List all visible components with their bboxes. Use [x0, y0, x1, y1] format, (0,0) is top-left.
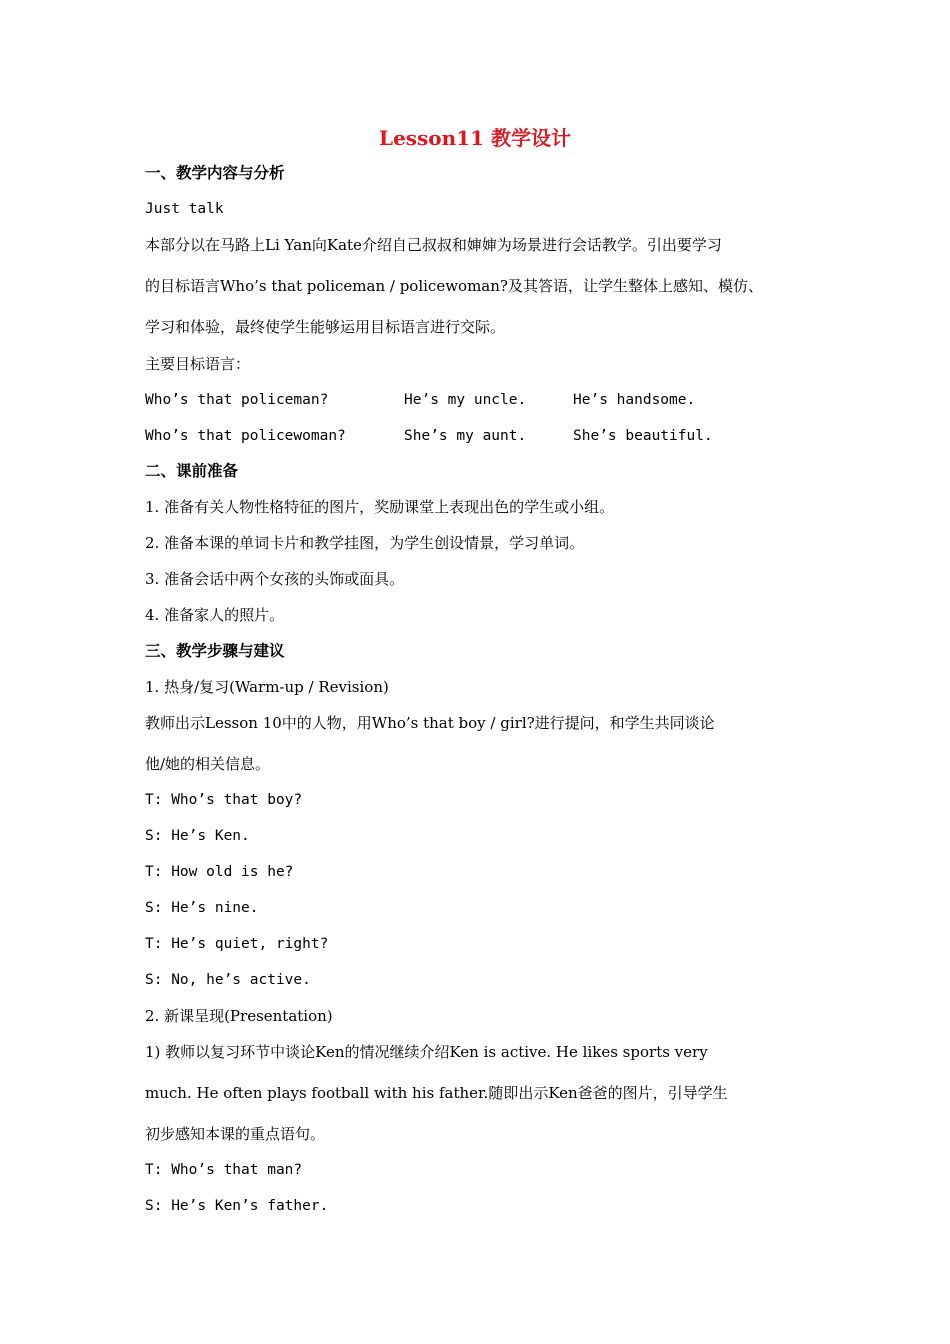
paragraph-line: 学习和体验，最终使学生能够运用目标语言进行交际。 [145, 318, 506, 336]
dialogue-line: T: How old is he? [145, 864, 294, 880]
dialogue-line: T: Who’s that man? [145, 1162, 303, 1178]
paragraph-line: much. He often plays football with his father.随即出示Ken爸爸的图片，引导学生 [145, 1084, 728, 1102]
dialogue-line: S: No, he’s active. [145, 972, 311, 988]
target-language-label: 主要目标语言： [145, 355, 251, 373]
section-heading-teaching-steps: 三、教学步骤与建议 [145, 642, 285, 660]
target-description: He’s handsome. [573, 392, 696, 408]
dialogue-line: T: Who’s that boy? [145, 792, 303, 808]
paragraph-line: 他/她的相关信息。 [145, 755, 271, 773]
target-answer: He’s my uncle. [404, 392, 527, 408]
target-answer: She’s my aunt. [404, 428, 527, 444]
paragraph-line: 教师出示Lesson 10中的人物，用Who’s that boy / girl?进行提问，和学生共同谈论 [145, 714, 715, 732]
step-heading-presentation: 2. 新课呈现(Presentation) [145, 1007, 333, 1025]
step-heading-warm-up: 1. 热身/复习(Warm-up / Revision) [145, 678, 389, 696]
target-description: She’s beautiful. [573, 428, 713, 444]
target-question: Who’s that policewoman? [145, 428, 346, 444]
dialogue-line: S: He’s Ken. [145, 828, 250, 844]
list-item: 1. 准备有关人物性格特征的图片，奖励课堂上表现出色的学生或小组。 [145, 498, 615, 516]
target-question: Who’s that policeman? [145, 392, 329, 408]
paragraph-line: 初步感知本课的重点语句。 [145, 1125, 326, 1143]
paragraph-line: 1) 教师以复习环节中谈论Ken的情况继续介绍Ken is active. He likes sports very [145, 1043, 708, 1061]
list-item: 4. 准备家人的照片。 [145, 606, 285, 624]
page-title: Lesson11 教学设计 [379, 126, 571, 150]
dialogue-line: S: He’s nine. [145, 900, 259, 916]
paragraph-line: 本部分以在马路上Li Yan向Kate介绍自己叔叔和婶婶为场景进行会话教学。引出要学习 [145, 236, 722, 254]
dialogue-line: S: He’s Ken’s father. [145, 1198, 329, 1214]
section-heading-content-analysis: 一、教学内容与分析 [145, 164, 285, 182]
list-item: 3. 准备会话中两个女孩的头饰或面具。 [145, 570, 405, 588]
subtitle-just-talk: Just talk [145, 201, 224, 217]
section-heading-preparation: 二、课前准备 [145, 462, 239, 480]
paragraph-line: 的目标语言Who’s that policeman / policewoman?及其答语，让学生整体上感知、模仿、 [145, 277, 763, 295]
dialogue-line: T: He’s quiet, right? [145, 936, 329, 952]
list-item: 2. 准备本课的单词卡片和教学挂图，为学生创设情景，学习单词。 [145, 534, 585, 552]
